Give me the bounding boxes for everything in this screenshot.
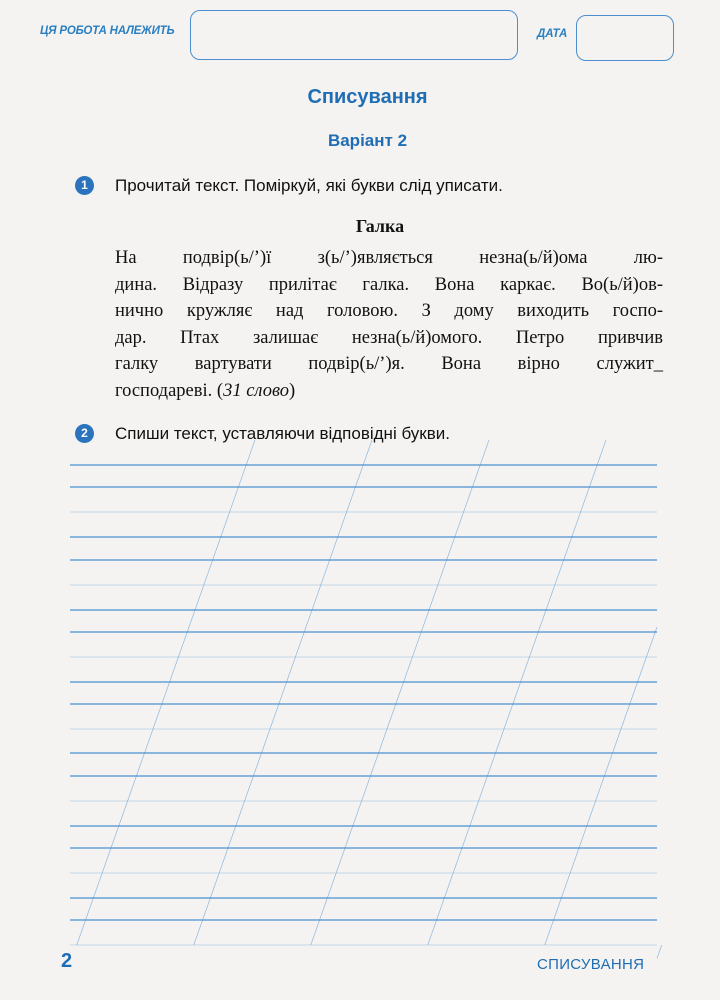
variant-heading: Варіант 2: [327, 131, 408, 150]
owner-label: ЦЯ РОБОТА НАЛЕЖИТЬ: [40, 25, 175, 37]
task-1-number: 1: [75, 176, 94, 195]
slant-guide-line: [545, 627, 657, 945]
story-line: дина. Відразу прилітає галка. Вона каркає. Во(ь/й)ов-: [115, 274, 663, 295]
story-line: галку вартувати подвір(ь/’)я. Вона вірно служит_: [115, 354, 663, 374]
task-2-number: 2: [75, 424, 94, 443]
story-title: Галка: [355, 216, 405, 236]
section-footer: СПИСУВАННЯ: [537, 956, 645, 973]
slant-guide-line: [311, 440, 489, 945]
page-number: 2: [61, 950, 73, 972]
slant-guide-line: [194, 440, 372, 945]
slant-guide-line: [77, 440, 255, 945]
task-2-instruction: Спиши текст, уставляючи відповідні букви.: [115, 424, 450, 443]
task-1-instruction: Прочитай текст. Поміркуй, які букви слід уписати.: [115, 176, 503, 195]
date-label: ДАТА: [537, 28, 568, 40]
story-last-line: господареві. (31 слово): [115, 380, 296, 401]
story-line: На подвір(ь/’)ї з(ь/’)являється незна(ь/й)ома лю-: [115, 248, 663, 268]
word-count: 31 слово: [223, 380, 289, 401]
story-line: господареві.: [115, 380, 213, 401]
slant-guide-line: [428, 440, 606, 945]
story-line: нично кружляє над головою. З дому виходить госпо-: [115, 301, 663, 321]
page-title: Списування: [307, 86, 428, 108]
story-line: дар. Птах залишає незна(ь/й)омого. Петро привчив: [115, 327, 663, 348]
slant-guide-line: [657, 945, 662, 958]
